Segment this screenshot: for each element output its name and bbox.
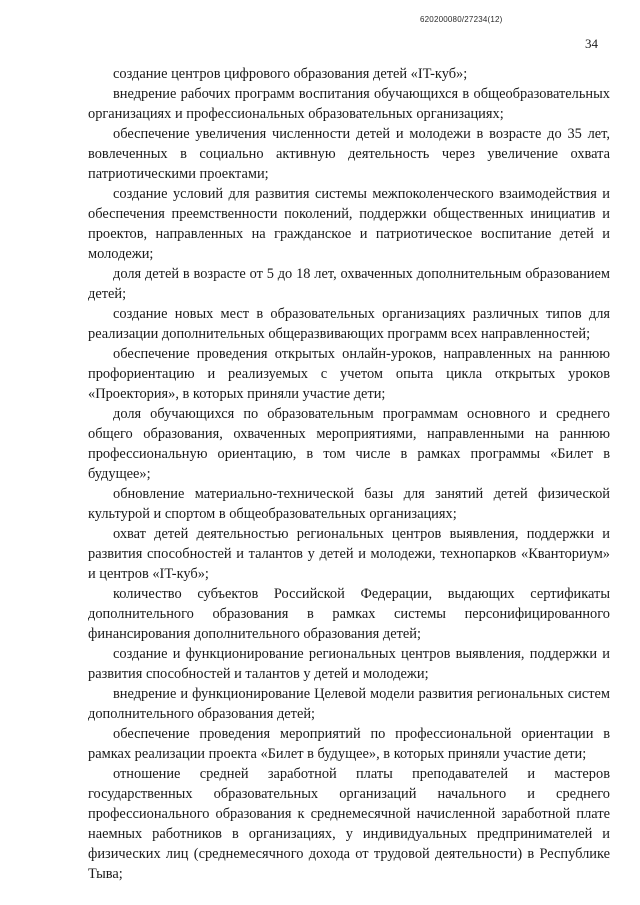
document-body [88, 64, 610, 884]
paragraph: создание условий для развития системы межпоколенческого взаимодействия и обеспечения преемственности поколений, поддержки общественных инициатив и проектов, направленных на гражданское и патриотическое воспитание детей и молодежи; [88, 186, 610, 262]
document-code: 620200080/27234(12) [420, 15, 503, 24]
paragraph: обновление материально-технической базы для занятий детей физической культурой и спортом в общеобразовательных организациях; [88, 486, 610, 522]
paragraph: отношение средней заработной платы преподавателей и мастеров государственных образовательных организаций начального и среднего профессионального образования к среднемесячной начисленной заработной плате наемных работников в организациях, у индивидуальных предпринимателей и физических лиц (среднемесячного дохода от трудовой деятельности) в Республике Тыва; [88, 766, 610, 882]
paragraph: охват детей деятельностью региональных центров выявления, поддержки и развития способностей и талантов у детей и молодежи, технопарков «Кванториум» и центров «IT-куб»; [88, 526, 610, 582]
paragraph: доля детей в возрасте от 5 до 18 лет, охваченных дополнительным образованием детей; [88, 266, 610, 302]
paragraph: внедрение рабочих программ воспитания обучающихся в общеобразовательных организациях и профессиональных образовательных организациях; [88, 86, 610, 122]
paragraph: создание новых мест в образовательных организациях различных типов для реализации дополнительных общеразвивающих программ всех направленностей; [88, 306, 610, 342]
paragraph: обеспечение проведения мероприятий по профессиональной ориентации в рамках реализации проекта «Билет в будущее», в которых приняли участие дети; [88, 726, 610, 762]
paragraph: доля обучающихся по образовательным программам основного и среднего общего образования, охваченных мероприятиями, направленными на раннюю профессиональную ориентацию, в том числе в рамках программы «Билет в будущее»; [88, 406, 610, 482]
paragraph: обеспечение проведения открытых онлайн-уроков, направленных на раннюю профориентацию и реализуемых с учетом опыта цикла открытых уроков «Проектория», в которых приняли участие дети; [88, 346, 610, 402]
page-number: 34 [585, 36, 598, 51]
paragraph: создание центров цифрового образования детей «IT-куб»; [113, 66, 468, 82]
paragraph: обеспечение увеличения численности детей и молодежи в возрасте до 35 лет, вовлеченных в социально активную деятельность через увеличение охвата патриотическими проектами; [88, 126, 610, 182]
paragraph: внедрение и функционирование Целевой модели развития региональных систем дополнительного образования детей; [88, 686, 610, 722]
paragraph: создание и функционирование региональных центров выявления, поддержки и развития способностей и талантов у детей и молодежи; [88, 646, 610, 682]
paragraph: количество субъектов Российской Федерации, выдающих сертификаты дополнительного образования в рамках системы персонифицированного финансирования дополнительного образования детей; [88, 586, 610, 642]
